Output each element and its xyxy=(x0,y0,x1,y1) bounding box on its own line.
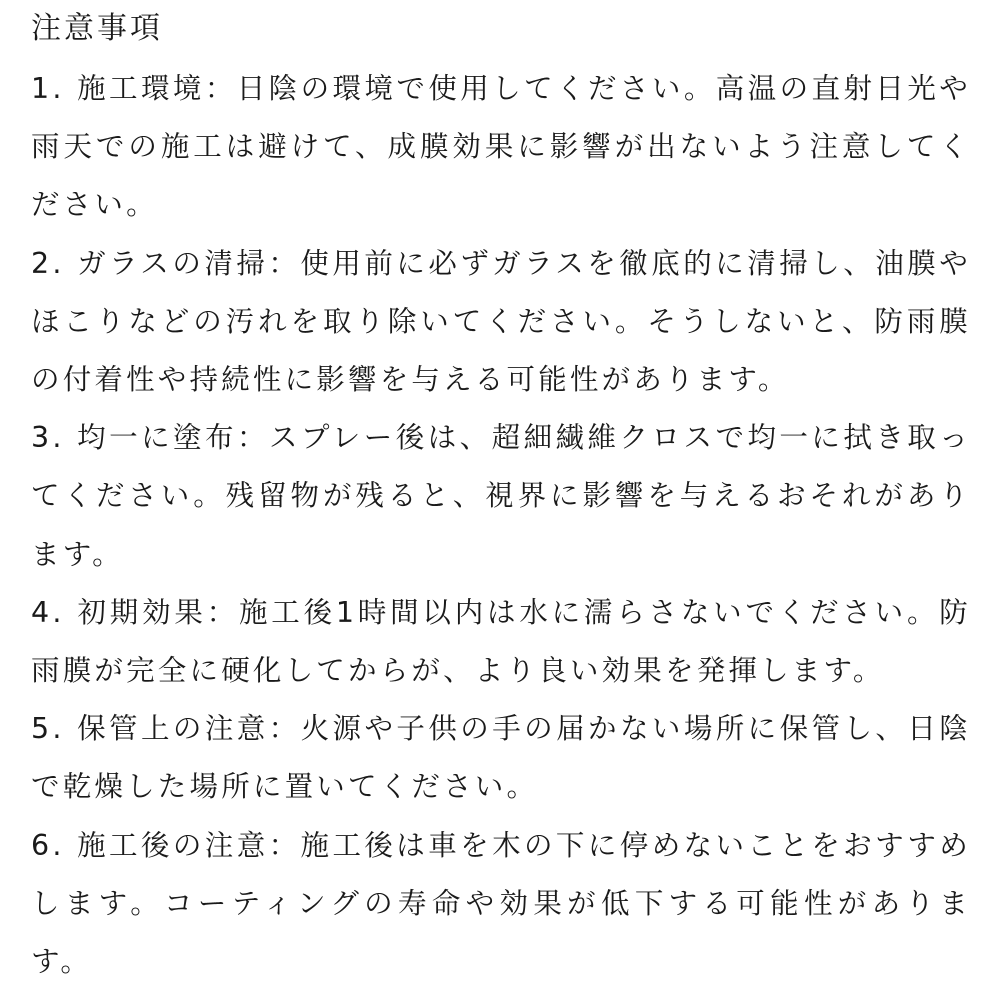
notice-item-initial-effect: 4. 初期効果：施工後1時間以内は水に濡らさないでください。防雨膜が完全に硬化してからが、より良い効果を発揮します。 xyxy=(31,595,971,688)
notice-item-glass-cleaning: 2. ガラスの清掃：使用前に必ずガラスを徹底的に清掃し、油膜やほこりなどの汚れを取り除いてください。そうしないと、防雨膜の付着性や持続性に影響を与える可能性があります。 xyxy=(31,246,971,397)
page-title: 注意事項 xyxy=(31,11,163,46)
notice-document xyxy=(31,0,971,991)
notice-item-after-application: 6. 施工後の注意：施工後は車を木の下に停めないことをおすすめします。コーティングの寿命や効果が低下する可能性があります。 xyxy=(31,828,971,979)
notice-item-storage: 5. 保管上の注意：火源や子供の手の届かない場所に保管し、日陰で乾燥した場所に置いてください。 xyxy=(31,712,971,804)
notice-item-construction-environment: 1. 施工環境：日陰の環境で使用してください。高温の直射日光や雨天での施工は避けて、成膜効果に影響が出ないよう注意してください。 xyxy=(31,72,971,222)
notice-item-even-application: 3. 均一に塗布：スプレー後は、超細繊維クロスで均一に拭き取ってください。残留物が残ると、視界に影響を与えるおそれがあります。 xyxy=(31,421,971,571)
